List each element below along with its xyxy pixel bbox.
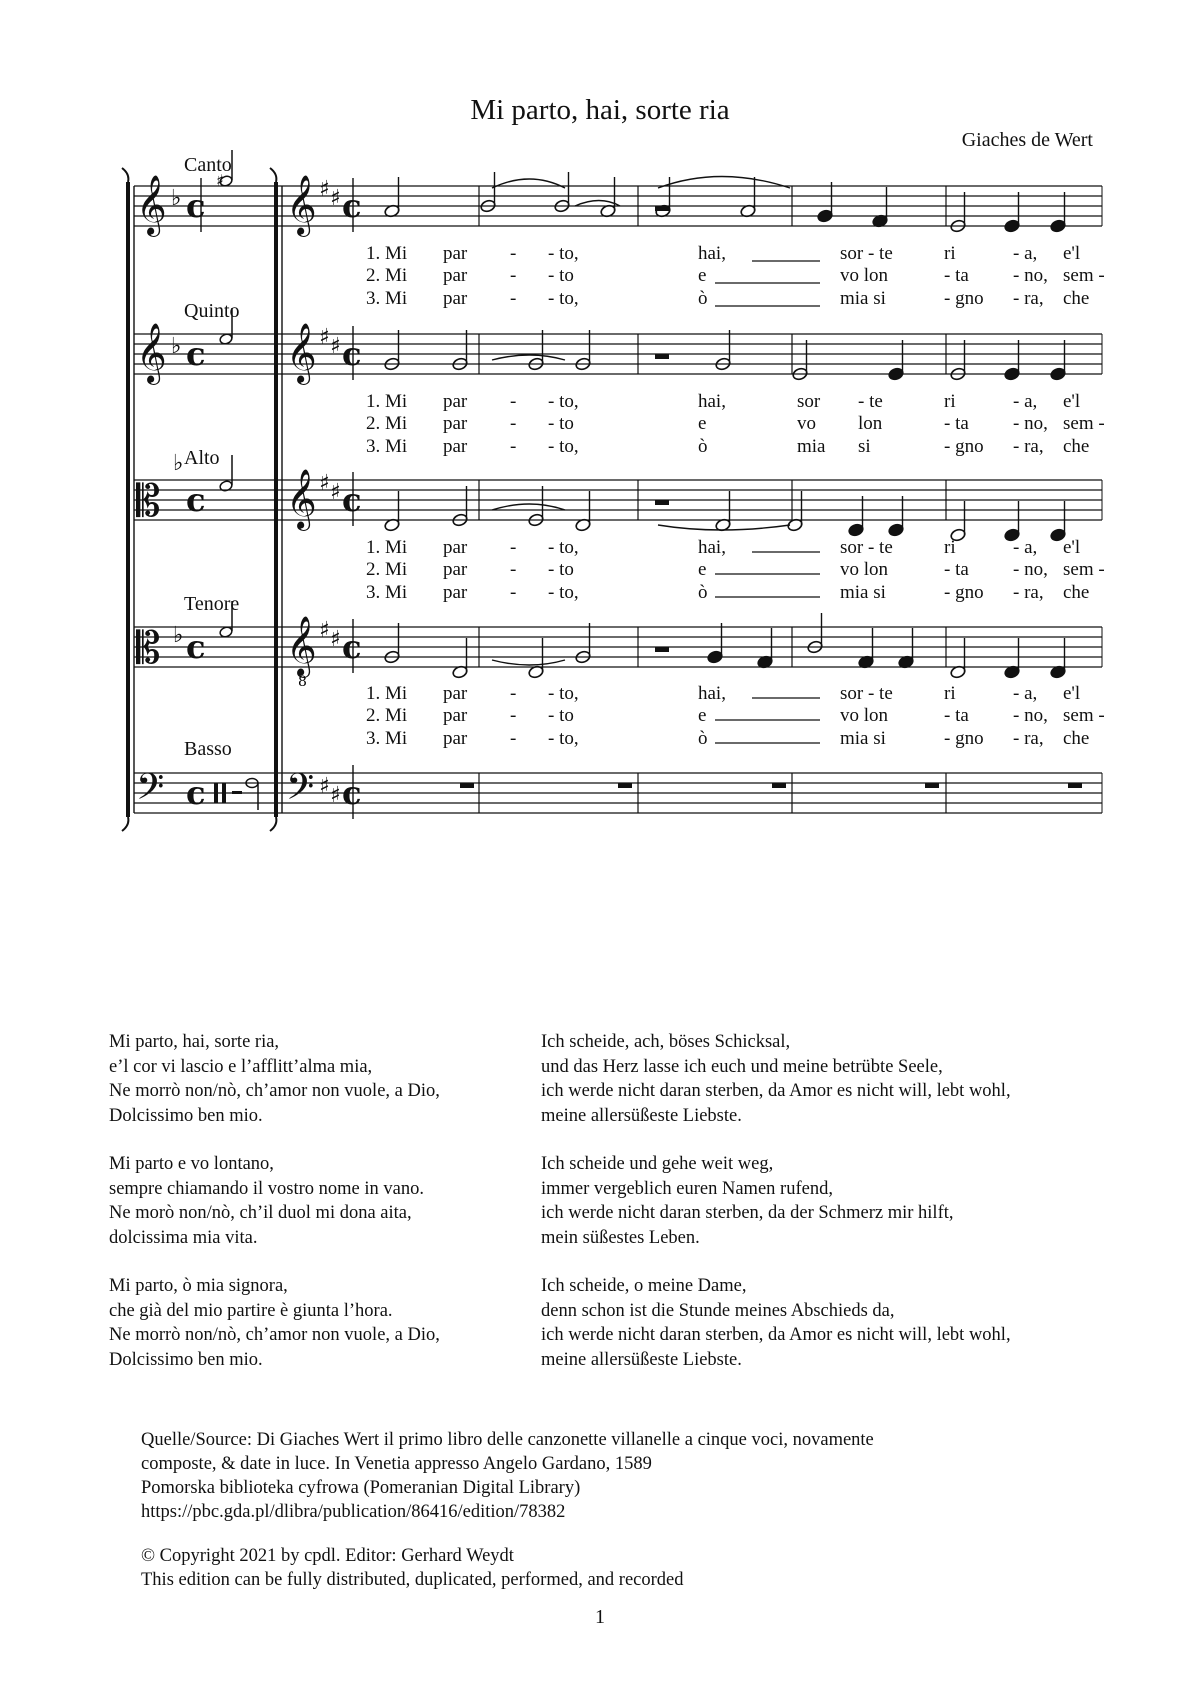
- lyric-syllable: - no,: [1013, 265, 1048, 286]
- poem-line: Dolcissimo ben mio.: [109, 1105, 263, 1126]
- bass-clef-icon: 𝄢: [136, 766, 165, 817]
- lyric-syllable: vo lon: [840, 265, 889, 286]
- svg-text:c: c: [342, 481, 362, 519]
- lyric-syllable: hai,: [698, 391, 726, 412]
- lyric-syllable: hai,: [698, 683, 726, 704]
- lyric-syllable: sem -: [1063, 413, 1105, 434]
- treble-clef-icon: 𝄞: [286, 616, 317, 676]
- svg-text:♯: ♯: [330, 334, 341, 359]
- lyric-syllable: - ra,: [1013, 582, 1044, 603]
- treble-clef-icon: 𝄞: [286, 175, 317, 235]
- voice-name-basso: Basso: [184, 738, 232, 760]
- lyric-syllable: si: [858, 436, 871, 457]
- svg-text:♭: ♭: [173, 451, 184, 476]
- piece-title: Mi parto, hai, sorte ria: [470, 94, 730, 126]
- lyric-syllable: hai,: [698, 243, 726, 264]
- poem-line: denn schon ist die Stunde meines Abschieds da,: [541, 1300, 895, 1321]
- clefs: [136, 175, 317, 817]
- lyric-syllable: 1. Mi: [366, 683, 408, 704]
- lyric-syllable: - to: [548, 705, 574, 726]
- lyric-syllable: - to,: [548, 582, 579, 603]
- lyric-syllable: 3. Mi: [366, 582, 408, 603]
- lyric-syllable: 2. Mi: [366, 413, 408, 434]
- lyric-syllable: vo: [797, 413, 816, 434]
- lyric-syllable: -: [510, 391, 517, 412]
- lyric-syllable: che: [1063, 582, 1090, 603]
- svg-text:♭: ♭: [171, 186, 182, 211]
- page-number: 1: [595, 1606, 605, 1628]
- lyric-syllable: - to,: [548, 436, 579, 457]
- lyric-syllable: -: [510, 436, 517, 457]
- lyric-syllable: - to,: [548, 243, 579, 264]
- lyric-syllable: par: [443, 436, 468, 457]
- lyric-syllable: sem -: [1063, 559, 1105, 580]
- lyric-syllable: - to,: [548, 728, 579, 749]
- lyric-syllable: - a,: [1013, 243, 1038, 264]
- lyric-syllable: 3. Mi: [366, 436, 408, 457]
- lyric-syllable: sor: [797, 391, 821, 412]
- staff-alto: [134, 480, 1102, 520]
- lyric-syllable: -: [510, 683, 517, 704]
- lyric-syllable: sem -: [1063, 265, 1105, 286]
- voice-name-quinto: Quinto: [184, 300, 240, 322]
- svg-text:♯: ♯: [330, 627, 341, 652]
- copyright-info: [141, 1544, 684, 1592]
- svg-text:c: c: [342, 187, 362, 225]
- copyright-line: © Copyright 2021 by cpdl. Editor: Gerhard Weydt: [141, 1546, 514, 1566]
- svg-text:c: c: [342, 628, 362, 666]
- source-line: Pomorska biblioteka cyfrowa (Pomeranian Digital Library): [141, 1478, 581, 1498]
- treble-clef-icon: 𝄞: [286, 469, 317, 529]
- lyric-syllable: -: [510, 288, 517, 309]
- svg-text:♯: ♯: [216, 171, 224, 190]
- voice-name-alto: Alto: [184, 447, 220, 469]
- lyric-syllable: ò: [698, 582, 708, 603]
- lyric-syllable: 1. Mi: [366, 243, 408, 264]
- lyric-syllable: - ra,: [1013, 436, 1044, 457]
- poem-line: Dolcissimo ben mio.: [109, 1349, 263, 1370]
- lyric-syllable: - no,: [1013, 413, 1048, 434]
- ties: [492, 177, 790, 666]
- lyric-syllable: 2. Mi: [366, 265, 408, 286]
- treble-clef-icon: 𝄞: [136, 175, 167, 235]
- svg-text:c: c: [186, 335, 206, 373]
- poem-line: meine allersüßeste Liebste.: [541, 1349, 742, 1370]
- lyric-syllable: - a,: [1013, 683, 1038, 704]
- svg-text:♯: ♯: [319, 325, 330, 350]
- lyric-syllable: e: [698, 265, 707, 286]
- lyric-syllable: sor - te: [840, 683, 893, 704]
- poem-line: Ich scheide, o meine Dame,: [541, 1276, 747, 1296]
- lyric-syllable: par: [443, 243, 468, 264]
- svg-text:c: c: [186, 481, 206, 519]
- lyric-extenders: [715, 261, 820, 743]
- lyric-syllable: 1. Mi: [366, 537, 408, 558]
- lyric-syllable: sem -: [1063, 705, 1105, 726]
- staff-basso: [134, 773, 1102, 813]
- svg-text:c: c: [342, 774, 362, 812]
- source-info: [141, 1428, 874, 1524]
- octave-mark: 8: [298, 674, 307, 690]
- lyric-syllable: 2. Mi: [366, 705, 408, 726]
- poem-italian: [109, 1030, 440, 1396]
- lyric-syllable: hai,: [698, 537, 726, 558]
- lyric-syllable: - gno: [944, 582, 984, 603]
- lyric-syllable: - ra,: [1013, 728, 1044, 749]
- poem-line: Ne morrò non/nò, ch’amor non vuole, a Dio,: [109, 1081, 440, 1101]
- c-clef-icon: 𝄡: [136, 623, 161, 674]
- lyric-syllable: mia: [797, 436, 826, 457]
- svg-text:♯: ♯: [319, 774, 330, 799]
- poem-line: e’l cor vi lascio e l’afflitt’alma mia,: [109, 1056, 373, 1077]
- lyric-syllable: -: [510, 559, 517, 580]
- lyric-syllable: e'l: [1063, 683, 1081, 704]
- poem-line: che già del mio partire è giunta l’hora.: [109, 1300, 393, 1321]
- lyric-syllable: - to,: [548, 683, 579, 704]
- lyric-syllable: - to: [548, 559, 574, 580]
- lyric-syllable: e: [698, 413, 707, 434]
- lyric-syllable: -: [510, 728, 517, 749]
- source-url[interactable]: https://pbc.gda.pl/dlibra/publication/86416/edition/78382: [141, 1502, 566, 1522]
- lyric-syllable: mia si: [840, 288, 886, 309]
- lyric-syllable: par: [443, 391, 468, 412]
- lyric-syllable: ri: [944, 537, 956, 558]
- lyric-syllable: par: [443, 413, 468, 434]
- lyric-syllable: - ta: [944, 705, 969, 726]
- lyric-syllable: ri: [944, 243, 956, 264]
- source-line: Quelle/Source: Di Giaches Wert il primo libro delle canzonette villanelle a cinque voci, novamente: [141, 1430, 874, 1450]
- c-clef-icon: 𝄡: [136, 476, 161, 527]
- poem-line: Ne morrò non/nò, ch’amor non vuole, a Dio,: [109, 1325, 440, 1345]
- lyric-syllable: e: [698, 559, 707, 580]
- lyric-syllable: lon: [858, 413, 883, 434]
- lyric-syllable: - no,: [1013, 705, 1048, 726]
- voice-name-tenore: Tenore: [184, 593, 240, 615]
- lyric-syllable: 1. Mi: [366, 391, 408, 412]
- lyric-syllable: che: [1063, 436, 1090, 457]
- lyric-syllable: vo lon: [840, 559, 889, 580]
- lyric-syllable: - ta: [944, 559, 969, 580]
- svg-text:♭: ♭: [171, 334, 182, 359]
- lyric-syllable: par: [443, 288, 468, 309]
- poem-line: meine allersüßeste Liebste.: [541, 1105, 742, 1126]
- lyric-syllable: e'l: [1063, 391, 1081, 412]
- lyric-syllable: vo lon: [840, 705, 889, 726]
- poem-line: immer vergeblich euren Namen rufend,: [541, 1178, 833, 1199]
- svg-text:♭: ♭: [173, 623, 184, 648]
- staff-quinto: [134, 334, 1102, 374]
- voice-name-canto: Canto: [184, 154, 232, 176]
- lyric-syllable: 3. Mi: [366, 288, 408, 309]
- lyric-syllable: - a,: [1013, 537, 1038, 558]
- poem-line: ich werde nicht daran sterben, da der Schmerz mir hilft,: [541, 1203, 954, 1223]
- lyric-syllable: ò: [698, 728, 708, 749]
- lyric-syllable: ò: [698, 436, 708, 457]
- lyric-syllable: -: [510, 537, 517, 558]
- license-line: This edition can be fully distributed, duplicated, performed, and recorded: [141, 1570, 684, 1590]
- poem-line: Ne morò non/nò, ch’il duol mi dona aita,: [109, 1203, 412, 1223]
- svg-text:♯: ♯: [319, 471, 330, 496]
- lyric-syllable: - a,: [1013, 391, 1038, 412]
- lyric-syllable: mia si: [840, 582, 886, 603]
- bass-clef-icon: 𝄢: [286, 766, 315, 817]
- lyric-syllable: par: [443, 537, 468, 558]
- svg-text:♯: ♯: [330, 783, 341, 808]
- source-line: composte, & date in luce. In Venetia appresso Angelo Gardano, 1589: [141, 1454, 652, 1474]
- poem-german: [541, 1030, 1011, 1396]
- lyric-syllable: - ra,: [1013, 288, 1044, 309]
- lyric-syllable: mia si: [840, 728, 886, 749]
- lyric-syllable: 3. Mi: [366, 728, 408, 749]
- lyric-syllable: -: [510, 265, 517, 286]
- lyric-syllable: -: [510, 705, 517, 726]
- poem-line: und das Herz lasse ich euch und meine betrübte Seele,: [541, 1056, 943, 1077]
- lyric-syllable: - gno: [944, 288, 984, 309]
- lyric-syllable: -: [510, 243, 517, 264]
- poem-line: sempre chiamando il vostro nome in vano.: [109, 1178, 424, 1199]
- lyric-syllable: che: [1063, 288, 1090, 309]
- poem-line: mein süßestes Leben.: [541, 1227, 700, 1248]
- lyric-syllable: sor - te: [840, 243, 893, 264]
- poem-line: Mi parto, hai, sorte ria,: [109, 1032, 280, 1052]
- lyric-syllable: - ta: [944, 413, 969, 434]
- lyric-syllable: - gno: [944, 436, 984, 457]
- poem-line: Ich scheide, ach, böses Schicksal,: [541, 1032, 791, 1052]
- staff-canto: [134, 186, 1102, 226]
- lyric-syllable: ri: [944, 683, 956, 704]
- lyric-syllable: - to: [548, 265, 574, 286]
- svg-text:c: c: [342, 335, 362, 373]
- svg-text:♯: ♯: [330, 186, 341, 211]
- staff-tenore: [134, 627, 1102, 667]
- lyric-syllable: e'l: [1063, 243, 1081, 264]
- poem-line: ich werde nicht daran sterben, da Amor es nicht will, lebt wohl,: [541, 1325, 1011, 1345]
- lyric-syllable: che: [1063, 728, 1090, 749]
- treble-clef-icon: 𝄞: [286, 323, 317, 383]
- lyric-syllable: par: [443, 728, 468, 749]
- lyric-syllable: 2. Mi: [366, 559, 408, 580]
- svg-text:c: c: [186, 628, 206, 666]
- poem-line: Mi parto e vo lontano,: [109, 1154, 274, 1174]
- incipit-notes: [219, 150, 233, 638]
- poem-line: ich werde nicht daran sterben, da Amor es nicht will, lebt wohl,: [541, 1081, 1011, 1101]
- lyric-syllable: par: [443, 683, 468, 704]
- svg-text:c: c: [186, 187, 206, 225]
- lyric-syllable: par: [443, 559, 468, 580]
- svg-text:♯: ♯: [319, 618, 330, 643]
- poem-line: Mi parto, ò mia signora,: [109, 1276, 288, 1296]
- lyric-syllable: - to,: [548, 288, 579, 309]
- lyric-syllable: - no,: [1013, 559, 1048, 580]
- lyric-syllable: e: [698, 705, 707, 726]
- svg-text:c: c: [186, 774, 206, 812]
- lyric-syllable: - to,: [548, 537, 579, 558]
- poem-line: dolcissima mia vita.: [109, 1227, 258, 1248]
- lyric-syllable: -: [510, 413, 517, 434]
- lyric-syllable: - to: [548, 413, 574, 434]
- lyric-syllable: par: [443, 265, 468, 286]
- lyric-syllable: e'l: [1063, 537, 1081, 558]
- lyric-syllable: - gno: [944, 728, 984, 749]
- svg-text:♯: ♯: [319, 177, 330, 202]
- treble-clef-icon: 𝄞: [136, 323, 167, 383]
- lyric-syllable: ò: [698, 288, 708, 309]
- poem-line: Ich scheide und gehe weit weg,: [541, 1154, 774, 1174]
- lyric-syllable: sor - te: [840, 537, 893, 558]
- lyric-syllable: - ta: [944, 265, 969, 286]
- lyric-syllable: par: [443, 705, 468, 726]
- lyric-syllable: -: [510, 582, 517, 603]
- lyric-syllable: par: [443, 582, 468, 603]
- composer-name: Giaches de Wert: [961, 129, 1093, 151]
- svg-text:♯: ♯: [330, 480, 341, 505]
- lyric-syllable: - te: [858, 391, 883, 412]
- lyric-syllable: - to,: [548, 391, 579, 412]
- lyric-syllable: ri: [944, 391, 956, 412]
